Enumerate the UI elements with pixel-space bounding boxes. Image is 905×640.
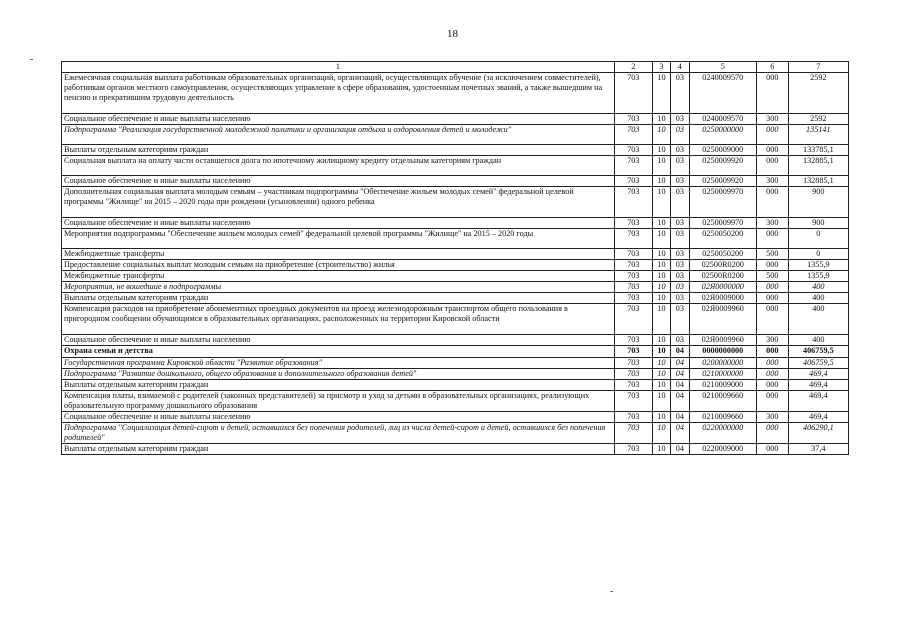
subsection-cell: 04 (671, 423, 689, 444)
subsection-cell: 03 (671, 125, 689, 145)
expense-type-cell: 000 (756, 73, 788, 114)
table-row (62, 293, 849, 304)
amount-cell: 132885,1 (788, 176, 848, 187)
target-article-cell: 0250009000 (689, 145, 756, 156)
table-row (62, 444, 849, 455)
subsection-cell: 03 (671, 282, 689, 293)
section-cell: 10 (652, 391, 670, 412)
admin-code-cell: 703 (614, 369, 652, 380)
subsection-cell: 04 (671, 369, 689, 380)
amount-cell: 900 (788, 187, 848, 218)
amount-cell: 469,4 (788, 369, 848, 380)
row-name-cell: Выплаты отдельным категориям граждан (62, 444, 615, 455)
row-name-cell: Социальное обеспечение и иные выплаты населению (62, 335, 615, 346)
expense-type-cell: 000 (756, 423, 788, 444)
expense-type-cell: 000 (756, 229, 788, 249)
target-article-cell: 0250000000 (689, 125, 756, 145)
table-row (62, 125, 849, 145)
section-cell: 10 (652, 218, 670, 229)
subsection-cell: 03 (671, 218, 689, 229)
section-cell: 10 (652, 369, 670, 380)
row-name-cell: Социальное обеспечение и иные выплаты населению (62, 176, 615, 187)
section-cell: 10 (652, 304, 670, 335)
amount-cell: 2592 (788, 114, 848, 125)
target-article-cell: 0220009000 (689, 444, 756, 455)
budget-table (61, 61, 849, 455)
section-cell: 10 (652, 335, 670, 346)
table-row (62, 73, 849, 114)
row-name-cell: Социальное обеспечение и иные выплаты населению (62, 218, 615, 229)
row-name-cell: Подпрограмма "Реализация государственной молодежной политики и организация отдыха и оздоровления детей и молодежи" (62, 125, 615, 145)
row-name-cell: Компенсация расходов на приобретение абонементных проездных документов на проезд железнодорожным транспортом общего пользования в пригородном сообщении обучающимся в образовательных организациях, расположенных на территории Кировской области (62, 304, 615, 335)
admin-code-cell: 703 (614, 187, 652, 218)
admin-code-cell: 703 (614, 380, 652, 391)
column-header: 7 (788, 62, 848, 73)
row-name-cell: Социальное обеспечение и иные выплаты населению (62, 412, 615, 423)
column-header: 2 (614, 62, 652, 73)
expense-type-cell: 300 (756, 176, 788, 187)
amount-cell: 469,4 (788, 412, 848, 423)
expense-type-cell: 000 (756, 346, 788, 358)
row-name-cell: Выплаты отдельным категориям граждан (62, 145, 615, 156)
subsection-cell: 03 (671, 145, 689, 156)
target-article-cell: 02500R0200 (689, 260, 756, 271)
target-article-cell: 0250009970 (689, 218, 756, 229)
section-cell: 10 (652, 346, 670, 358)
row-name-cell: Подпрограмма "Развитие дошкольного, общего образования и дополнительного образования детей" (62, 369, 615, 380)
amount-cell: 133785,1 (788, 145, 848, 156)
row-name-cell: Компенсация платы, взимаемой с родителей (законных представителей) за присмотр и уход за детьми в образовательных организациях, реализующих образовательную программу дошкольного образования (62, 391, 615, 412)
amount-cell: 900 (788, 218, 848, 229)
section-cell: 10 (652, 282, 670, 293)
target-article-cell: 0250009920 (689, 176, 756, 187)
section-cell: 10 (652, 380, 670, 391)
admin-code-cell: 703 (614, 271, 652, 282)
table-row (62, 335, 849, 346)
section-cell: 10 (652, 423, 670, 444)
expense-type-cell: 000 (756, 187, 788, 218)
target-article-cell: 02500R0200 (689, 271, 756, 282)
expense-type-cell: 300 (756, 218, 788, 229)
table-row (62, 218, 849, 229)
admin-code-cell: 703 (614, 346, 652, 358)
amount-cell: 406759,5 (788, 346, 848, 358)
target-article-cell: 0250009970 (689, 187, 756, 218)
section-cell: 10 (652, 412, 670, 423)
row-name-cell: Выплаты отдельным категориям граждан (62, 293, 615, 304)
amount-cell: 400 (788, 304, 848, 335)
expense-type-cell: 500 (756, 249, 788, 260)
section-cell: 10 (652, 176, 670, 187)
table-row (62, 304, 849, 335)
target-article-cell: 0250050200 (689, 249, 756, 260)
section-cell: 10 (652, 260, 670, 271)
target-article-cell: 0210009000 (689, 380, 756, 391)
admin-code-cell: 703 (614, 125, 652, 145)
target-article-cell: 0000000000 (689, 346, 756, 358)
admin-code-cell: 703 (614, 145, 652, 156)
section-cell: 10 (652, 293, 670, 304)
expense-type-cell: 000 (756, 145, 788, 156)
amount-cell: 37,4 (788, 444, 848, 455)
subsection-cell: 03 (671, 156, 689, 176)
expense-type-cell: 000 (756, 293, 788, 304)
column-header: 3 (652, 62, 670, 73)
target-article-cell: 0210009660 (689, 412, 756, 423)
amount-cell: 406290,1 (788, 423, 848, 444)
amount-cell: 469,4 (788, 380, 848, 391)
expense-type-cell: 000 (756, 156, 788, 176)
table-row (62, 346, 849, 358)
amount-cell: 132885,1 (788, 156, 848, 176)
row-name-cell: Мероприятия, не вошедшие в подпрограммы (62, 282, 615, 293)
subsection-cell: 03 (671, 114, 689, 125)
section-cell: 10 (652, 229, 670, 249)
expense-type-cell: 300 (756, 114, 788, 125)
table-row (62, 249, 849, 260)
expense-type-cell: 300 (756, 412, 788, 423)
admin-code-cell: 703 (614, 218, 652, 229)
expense-type-cell: 300 (756, 335, 788, 346)
subsection-cell: 03 (671, 229, 689, 249)
subsection-cell: 03 (671, 271, 689, 282)
amount-cell: 400 (788, 293, 848, 304)
table-row (62, 369, 849, 380)
target-article-cell: 02Я0000000 (689, 282, 756, 293)
expense-type-cell: 000 (756, 304, 788, 335)
amount-cell: 1355,9 (788, 260, 848, 271)
section-cell: 10 (652, 444, 670, 455)
row-name-cell: Межбюджетные трансферты (62, 271, 615, 282)
table-row (62, 423, 849, 444)
row-name-cell: Мероприятия подпрограммы "Обеспечение жильем молодых семей" федеральной целевой программы "Жилище" на 2015 – 2020 годы (62, 229, 615, 249)
section-cell: 10 (652, 114, 670, 125)
table-row (62, 229, 849, 249)
subsection-cell: 04 (671, 444, 689, 455)
subsection-cell: 04 (671, 391, 689, 412)
amount-cell: 406759,5 (788, 358, 848, 369)
subsection-cell: 03 (671, 293, 689, 304)
column-header: 1 (62, 62, 615, 73)
expense-type-cell: 000 (756, 444, 788, 455)
admin-code-cell: 703 (614, 335, 652, 346)
table-row (62, 282, 849, 293)
target-article-cell: 02Я0009960 (689, 335, 756, 346)
admin-code-cell: 703 (614, 293, 652, 304)
amount-cell: 2592 (788, 73, 848, 114)
row-name-cell: Межбюджетные трансферты (62, 249, 615, 260)
table-row (62, 271, 849, 282)
table-row (62, 412, 849, 423)
table-row (62, 380, 849, 391)
amount-cell: 1355,9 (788, 271, 848, 282)
expense-type-cell: 000 (756, 380, 788, 391)
subsection-cell: 04 (671, 358, 689, 369)
admin-code-cell: 703 (614, 229, 652, 249)
amount-cell: 400 (788, 335, 848, 346)
expense-type-cell: 000 (756, 282, 788, 293)
amount-cell: 135141 (788, 125, 848, 145)
column-header: 6 (756, 62, 788, 73)
section-cell: 10 (652, 187, 670, 218)
row-name-cell: Дополнительная социальная выплата молодым семьям – участникам подпрограммы "Обеспечение жильем молодых семей" федеральной целевой программы "Жилище" на 2015 – 2020 годы при рождении (усыновлении) одного ребенка (62, 187, 615, 218)
admin-code-cell: 703 (614, 73, 652, 114)
target-article-cell: 02Я0009960 (689, 304, 756, 335)
margin-dash-mark: - (610, 586, 614, 597)
table-row (62, 156, 849, 176)
page-number: 18 (447, 28, 458, 40)
row-name-cell: Охрана семьи и детства (62, 346, 615, 358)
admin-code-cell: 703 (614, 176, 652, 187)
row-name-cell: Социальное обеспечение и иные выплаты населению (62, 114, 615, 125)
expense-type-cell: 000 (756, 369, 788, 380)
table-row (62, 391, 849, 412)
subsection-cell: 03 (671, 304, 689, 335)
admin-code-cell: 703 (614, 391, 652, 412)
admin-code-cell: 703 (614, 260, 652, 271)
expense-type-cell: 500 (756, 271, 788, 282)
table-body (62, 73, 849, 455)
amount-cell: 469,4 (788, 391, 848, 412)
expense-type-cell: 000 (756, 260, 788, 271)
subsection-cell: 03 (671, 260, 689, 271)
section-cell: 10 (652, 271, 670, 282)
subsection-cell: 03 (671, 187, 689, 218)
table-row (62, 114, 849, 125)
section-cell: 10 (652, 145, 670, 156)
expense-type-cell: 000 (756, 358, 788, 369)
target-article-cell: 0250050200 (689, 229, 756, 249)
amount-cell: 0 (788, 249, 848, 260)
admin-code-cell: 703 (614, 423, 652, 444)
admin-code-cell: 703 (614, 412, 652, 423)
section-cell: 10 (652, 125, 670, 145)
target-article-cell: 0220000000 (689, 423, 756, 444)
section-cell: 10 (652, 73, 670, 114)
column-header: 5 (689, 62, 756, 73)
row-name-cell: Предоставление социальных выплат молодым семьям на приобретение (строительство) жилья (62, 260, 615, 271)
table-row (62, 187, 849, 218)
expense-type-cell: 000 (756, 391, 788, 412)
row-name-cell: Государственная программа Кировской области "Развитие образования" (62, 358, 615, 369)
subsection-cell: 03 (671, 335, 689, 346)
admin-code-cell: 703 (614, 114, 652, 125)
table-row (62, 145, 849, 156)
amount-cell: 400 (788, 282, 848, 293)
target-article-cell: 0210000000 (689, 369, 756, 380)
section-cell: 10 (652, 156, 670, 176)
row-name-cell: Подпрограмма "Социализация детей-сирот и детей, оставшихся без попечения родителей, лиц из числа детей-сирот и детей, оставшихся без попечения родителей" (62, 423, 615, 444)
section-cell: 10 (652, 249, 670, 260)
table-row (62, 176, 849, 187)
admin-code-cell: 703 (614, 304, 652, 335)
column-header: 4 (671, 62, 689, 73)
subsection-cell: 04 (671, 380, 689, 391)
target-article-cell: 0250009920 (689, 156, 756, 176)
target-article-cell: 02Я0009000 (689, 293, 756, 304)
table-header-row (62, 62, 849, 73)
section-cell: 10 (652, 358, 670, 369)
subsection-cell: 04 (671, 346, 689, 358)
subsection-cell: 03 (671, 249, 689, 260)
table-row (62, 358, 849, 369)
admin-code-cell: 703 (614, 358, 652, 369)
row-name-cell: Выплаты отдельным категориям граждан (62, 380, 615, 391)
subsection-cell: 03 (671, 73, 689, 114)
target-article-cell: 0240009570 (689, 114, 756, 125)
subsection-cell: 04 (671, 412, 689, 423)
target-article-cell: 0240009570 (689, 73, 756, 114)
table-row (62, 260, 849, 271)
admin-code-cell: 703 (614, 282, 652, 293)
row-name-cell: Ежемесячная социальная выплата работникам образовательных организаций, организаций, осуществляющих обучение (за исключением совместителей), работникам органов местного самоуправления, осуществляющих управление в сфере образования, удостоенным почетных званий, а также вышедшим на пенсию и прекратившим трудовую деятельность (62, 73, 615, 114)
margin-dash-mark: - (30, 54, 34, 65)
admin-code-cell: 703 (614, 249, 652, 260)
amount-cell: 0 (788, 229, 848, 249)
subsection-cell: 03 (671, 176, 689, 187)
row-name-cell: Социальная выплата на оплату части оставшегося долга по ипотечному жилищному кредиту отдельным категориям граждан (62, 156, 615, 176)
expense-type-cell: 000 (756, 125, 788, 145)
target-article-cell: 0210009660 (689, 391, 756, 412)
target-article-cell: 0200000000 (689, 358, 756, 369)
admin-code-cell: 703 (614, 156, 652, 176)
admin-code-cell: 703 (614, 444, 652, 455)
